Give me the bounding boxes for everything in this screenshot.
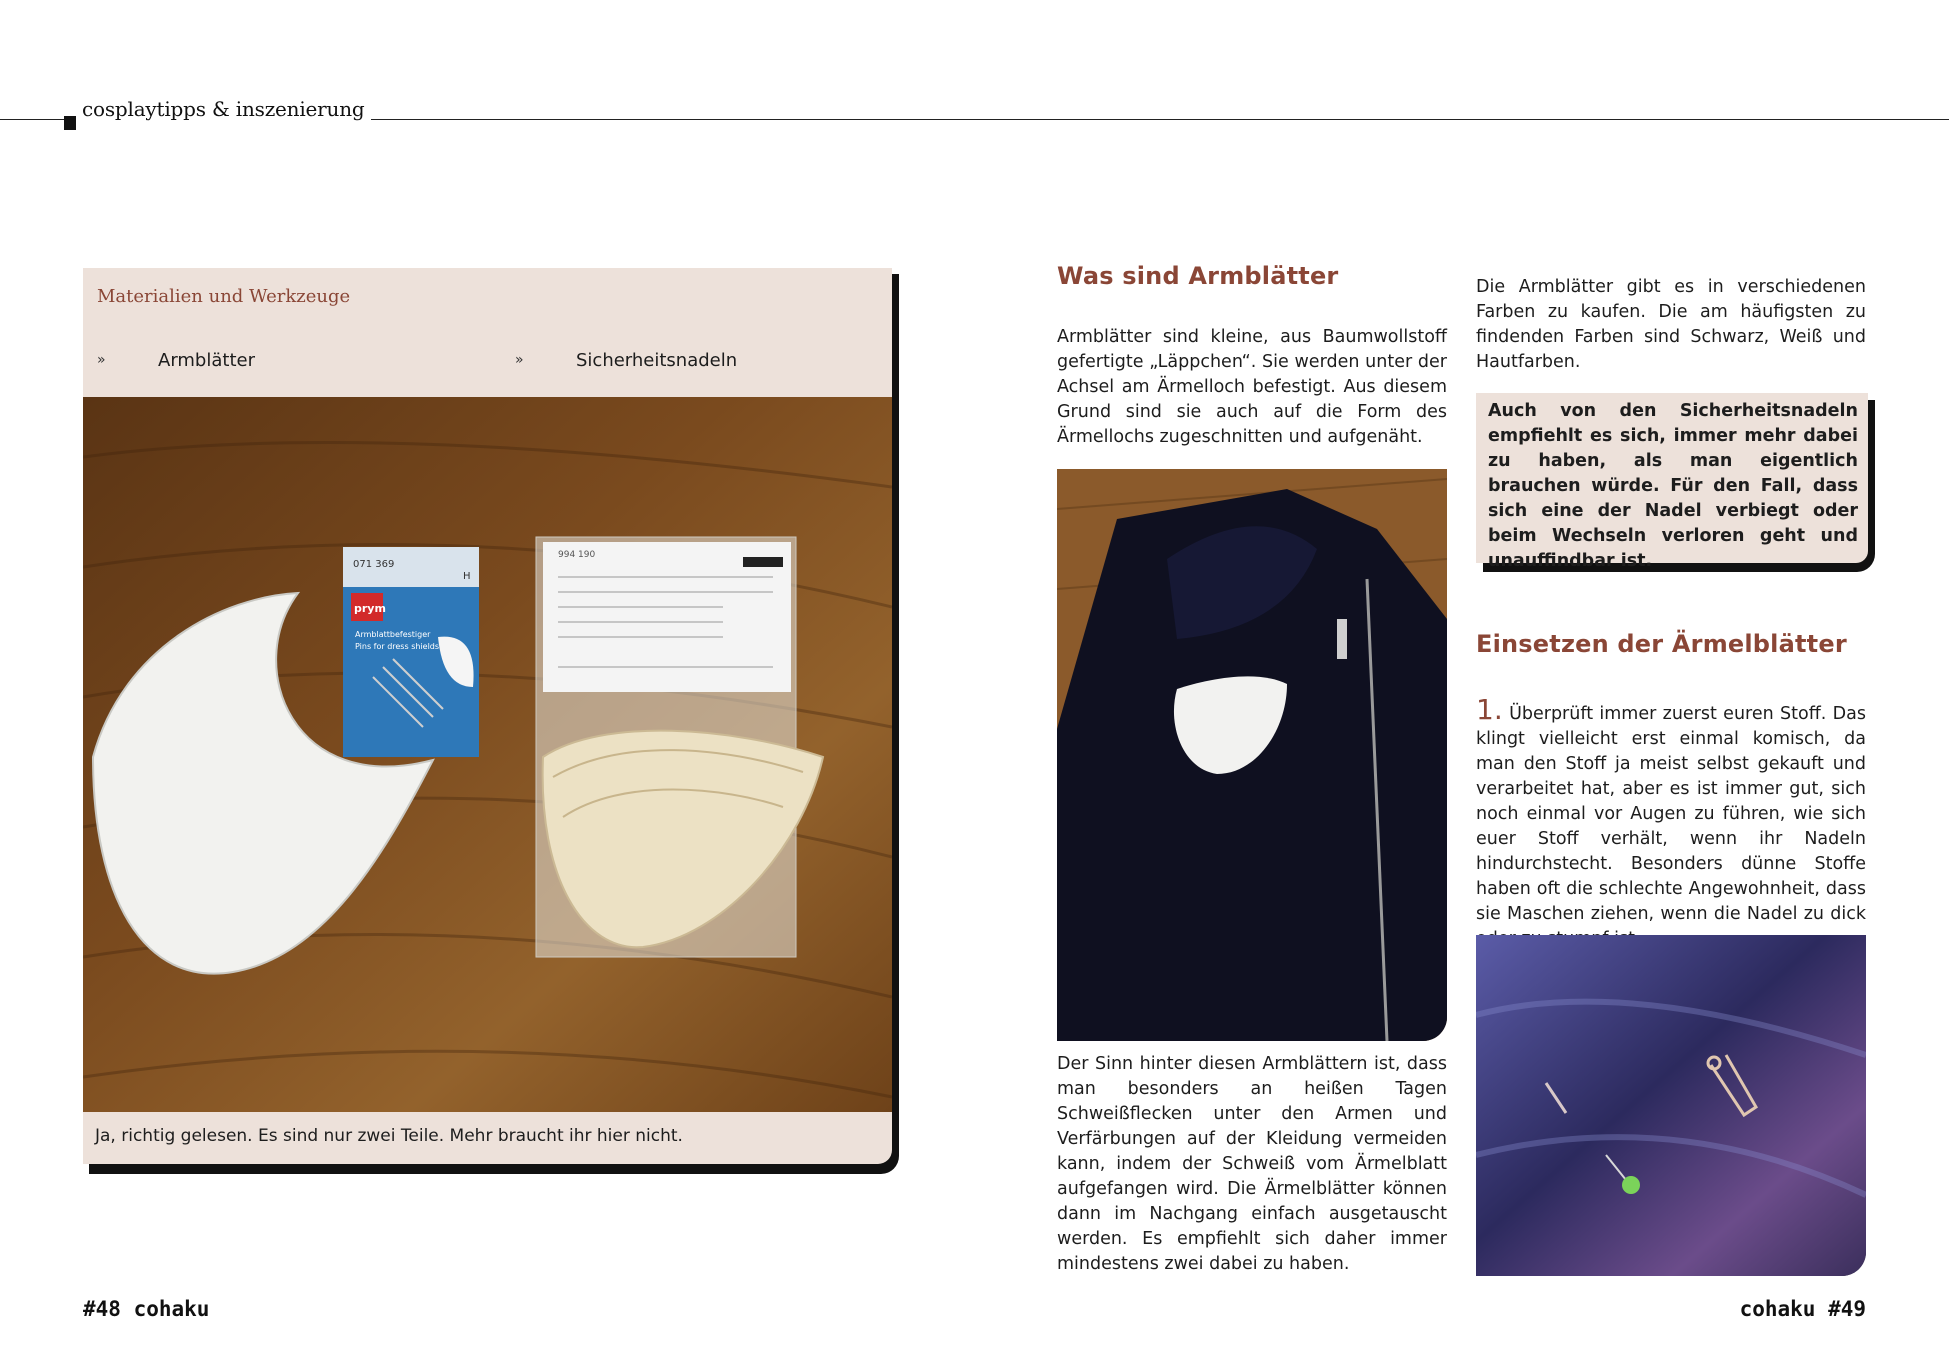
hoodie-photo (1057, 469, 1447, 1041)
footer-left: #48 cohaku (83, 1297, 210, 1321)
materials-caption: Ja, richtig gelesen. Es sind nur zwei Teile. Mehr braucht ihr hier nicht. (95, 1126, 683, 1146)
fabric-photo (1476, 935, 1866, 1276)
footer-right: cohaku #49 (1739, 1297, 1866, 1321)
bullet-icon: » (515, 352, 524, 368)
material-item: Armblätter (158, 350, 255, 371)
callout-box (1476, 393, 1868, 571)
svg-text:Armblattbefestiger: Armblattbefestiger (355, 630, 431, 639)
svg-text:Pins for dress shields: Pins for dress shields (355, 642, 440, 651)
materials-title: Materialien und Werkzeuge (97, 286, 351, 307)
step-paragraph (1476, 693, 1866, 952)
section-title: cosplaytipps & inszenierung (76, 97, 371, 121)
svg-text:071 369: 071 369 (353, 559, 395, 570)
heading-armblaetter: Was sind Armblätter (1057, 262, 1339, 290)
paragraph-armblaetter-2: Der Sinn hinter diesen Armblättern ist, dass man besonders an heißen Tagen Schweißflecken unter den Armen und Verfärbungen auf der Kleidung vermeiden kann, indem der Schweiß vom Ärmelblatt aufgefangen wird. Die Ärmelblätter können dann im Nachgang einfach ausgetauscht werden. Es empfiehlt sich daher immer mindestens zwei dabei zu haben. (1057, 1054, 1447, 1274)
bullet-icon: » (97, 352, 106, 368)
step-number: 1. (1476, 693, 1503, 726)
header-marker (64, 116, 76, 130)
callout-text: Auch von den Sicherheitsnadeln empfiehlt es sich, immer mehr dabei zu haben, als man eigentlich brauchen würde. Für den Fall, dass sich eine der Nadel verbiegt oder beim Wechseln verloren geht und unauffindbar ist. (1488, 401, 1858, 571)
step-text: Überprüft immer zuerst euren Stoff. Das klingt vielleicht erst einmal komisch, da man den Stoff ja meist selbst gekauft und verarbeitet hat, aber es ist immer gut, sich noch einmal vor Augen zu führen, wie sich euer Stoff verhält, wenn ihr Nadeln hindurchstecht. Besonders dünne Stoffe haben oft die schlechte Angewohnheit, dass sie Maschen ziehen, wenn die Nadel zu dick (1476, 704, 1866, 924)
materials-photo (83, 397, 892, 1112)
heading-einsetzen: Einsetzen der Ärmelblätter (1476, 630, 1847, 658)
svg-text:prym: prym (354, 602, 386, 615)
paragraph-colors: Die Armblätter gibt es in verschiedenen Farben zu kaufen. Die am häufigsten zu findenden Farben sind Schwarz, Weiß und Hautfarben. (1476, 277, 1866, 372)
svg-text:H: H (463, 571, 471, 582)
paragraph-armblaetter-1: Armblätter sind kleine, aus Baumwollstoff gefertigte „Läppchen“. Sie werden unter der Achsel am Ärmelloch befestigt. Aus diesem Grund sind sie auch auf die Form des Ärmellochs zugeschnitten und aufgenäht. (1057, 327, 1447, 447)
svg-text:994 190: 994 190 (558, 550, 596, 560)
material-item: Sicherheitsnadeln (576, 350, 738, 371)
materials-box (83, 268, 892, 1164)
